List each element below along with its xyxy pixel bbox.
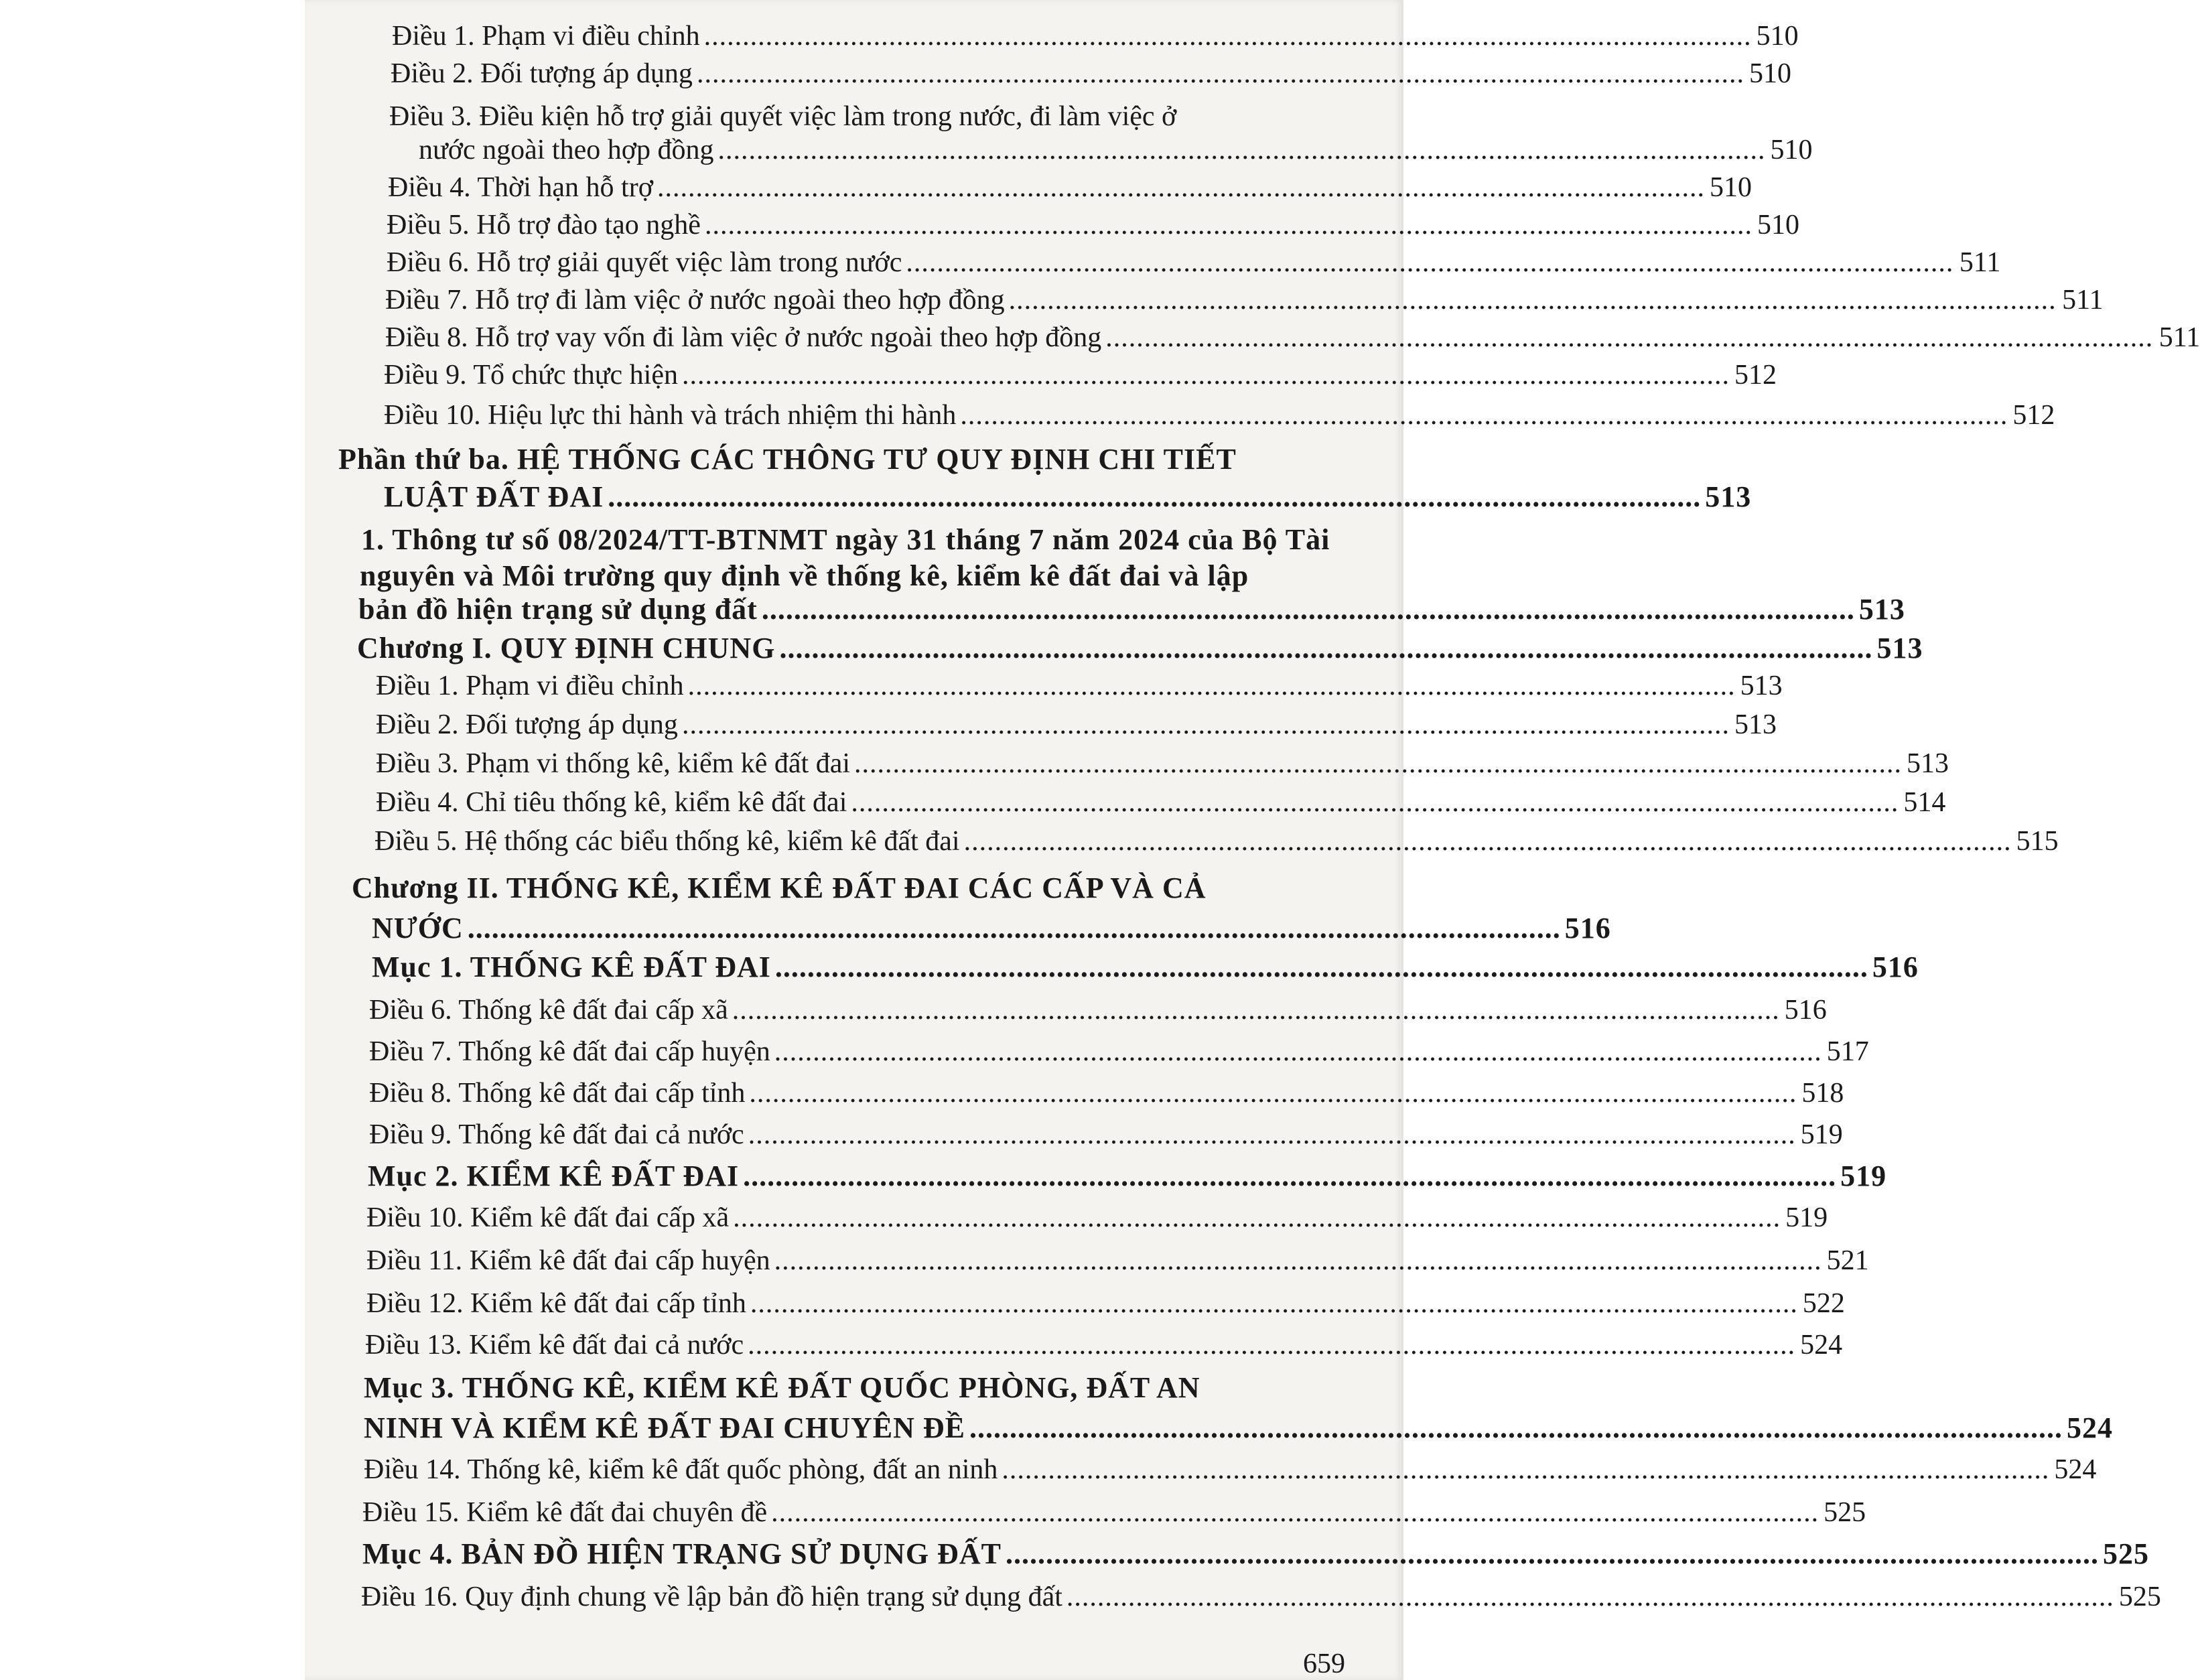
toc-entry <box>392 20 1799 52</box>
toc-entry-page: 511 <box>2062 285 2104 316</box>
toc-entry-page: 525 <box>2118 1582 2161 1612</box>
toc-entry <box>391 58 1791 90</box>
toc-entry-label: Điều 13. Kiểm kê đất đai cả nước <box>365 1330 744 1360</box>
toc-entry-label: Điều 10. Hiệu lực thi hành và trách nhiệm thi hành <box>384 400 957 431</box>
chapter-heading-page: 516 <box>1564 912 1611 944</box>
toc-entry-page: 510 <box>1757 210 1799 240</box>
chapter-heading-page: 513 <box>1876 632 1923 664</box>
toc-entry-page: 524 <box>1800 1330 1843 1360</box>
section-heading-label: Mục 4. BẢN ĐỒ HIỆN TRẠNG SỬ DỤNG ĐẤT <box>362 1537 1002 1570</box>
toc-entry-label: Điều 2. Đối tượng áp dụng <box>391 58 693 89</box>
toc-entry <box>384 359 1777 391</box>
leader-dots: ........................................................................................................................................ <box>851 787 1899 818</box>
toc-entry-label: Điều 4. Thời hạn hỗ trợ <box>388 172 653 203</box>
toc-entry <box>384 399 2055 431</box>
toc-entry-label: Điều 7. Thống kê đất đai cấp huyện <box>369 1036 770 1067</box>
chapter-heading-label: NƯỚC <box>372 912 464 944</box>
toc-entry <box>365 1329 1843 1361</box>
toc-entry-page: 510 <box>1756 21 1799 52</box>
circular-title-line1: 1. Thông tư số 08/2024/TT-BTNMT ngày 31 tháng 7 năm 2024 của Bộ Tài <box>361 523 1330 556</box>
leader-dots: ........................................................................................................................................ <box>687 671 1736 701</box>
leader-dots: ........................................................................................................................................ <box>748 1119 1796 1150</box>
toc-entry <box>369 1036 1869 1068</box>
toc-entry-page: 522 <box>1802 1288 1845 1319</box>
part-heading-line1: Phần thứ ba. HỆ THỐNG CÁC THÔNG TƯ QUY ĐỊNH CHI TIẾT <box>338 443 1237 476</box>
toc-entry <box>364 1454 2097 1486</box>
toc-entry-page: 510 <box>1770 135 1813 165</box>
toc-entry-page: 519 <box>1785 1202 1828 1233</box>
toc-entry-label: Điều 5. Hỗ trợ đào tạo nghề <box>387 210 701 240</box>
toc-entry-page: 512 <box>1734 360 1777 391</box>
section-heading <box>362 1537 2149 1570</box>
section-heading-page: 516 <box>1872 951 1919 983</box>
leader-dots: ........................................................................................................................................ <box>696 58 1744 89</box>
leader-dots: ........................................................................................................................................ <box>1002 1454 2050 1485</box>
chapter-heading-line1: Chương II. THỐNG KÊ, KIỂM KÊ ĐẤT ĐAI CÁC CẤP VÀ CẢ <box>352 871 1207 904</box>
toc-entry-label: Điều 5. Hệ thống các biểu thống kê, kiểm kê đất đai <box>374 826 960 857</box>
toc-entry <box>385 284 2104 316</box>
toc-entry-label: Điều 3. Phạm vi thống kê, kiểm kê đất đai <box>376 748 851 779</box>
leader-dots: ........................................................................................................................................ <box>743 1160 1837 1192</box>
leader-dots: ........................................................................................................................................ <box>681 709 1730 740</box>
toc-entry-page: 524 <box>2054 1454 2097 1485</box>
toc-entry-label: Điều 12. Kiểm kê đất đai cấp tỉnh <box>366 1288 746 1319</box>
toc-entry <box>376 709 1777 741</box>
leader-dots: ........................................................................................................................................ <box>1066 1582 2114 1612</box>
toc-entry <box>419 134 1813 166</box>
leader-dots: ........................................................................................................................................ <box>1005 1537 2099 1570</box>
circular-title-label: bản đồ hiện trạng sử dụng đất <box>358 593 758 626</box>
toc-entry-page: 516 <box>1784 995 1827 1026</box>
leader-dots: ........................................................................................................................................ <box>963 826 2012 857</box>
section-heading <box>372 951 1919 983</box>
toc-entry <box>366 1245 1869 1277</box>
leader-dots: ........................................................................................................................................ <box>750 1288 1798 1319</box>
leader-dots: ........................................................................................................................................ <box>704 210 1752 240</box>
toc-entry <box>374 825 2059 857</box>
section-heading-label: NINH VÀ KIỂM KÊ ĐẤT ĐAI CHUYÊN ĐỀ <box>364 1411 966 1444</box>
toc-entry-label: Điều 16. Quy định chung về lập bản đồ hiện trạng sử dụng đất <box>361 1582 1062 1612</box>
leader-dots: ........................................................................................................................................ <box>733 1202 1781 1233</box>
leader-dots: ........................................................................................................................................ <box>1008 285 2057 316</box>
toc-entry-page: 513 <box>1734 709 1777 740</box>
toc-entry-label: Điều 9. Thống kê đất đai cả nước <box>369 1119 744 1150</box>
leader-dots: ........................................................................................................................................ <box>703 21 1752 52</box>
toc-entry <box>366 1202 1828 1234</box>
leader-dots: ........................................................................................................................................ <box>717 135 1766 165</box>
section-heading-page: 519 <box>1840 1160 1887 1192</box>
toc-entry-label: Điều 7. Hỗ trợ đi làm việc ở nước ngoài theo hợp đồng <box>385 285 1005 316</box>
leader-dots: ........................................................................................................................................ <box>774 1245 1822 1276</box>
section-heading-label: Mục 2. KIỂM KÊ ĐẤT ĐAI <box>368 1160 740 1192</box>
part-heading-label: LUẬT ĐẤT ĐAI <box>384 480 604 513</box>
toc-entry <box>376 748 1949 780</box>
toc-entry-label: Điều 8. Thống kê đất đai cấp tỉnh <box>369 1078 746 1109</box>
leader-dots: ........................................................................................................................................ <box>732 995 1780 1026</box>
toc-entry <box>376 670 1783 702</box>
leader-dots: ........................................................................................................................................ <box>906 247 1954 278</box>
leader-dots: ........................................................................................................................................ <box>779 632 1873 664</box>
section-heading-page: 524 <box>2067 1411 2114 1444</box>
toc-entry-page: 513 <box>1907 748 1949 779</box>
leader-dots: ........................................................................................................................................ <box>748 1330 1796 1360</box>
leader-dots: ........................................................................................................................................ <box>467 912 1561 944</box>
chapter-heading <box>372 912 1611 944</box>
toc-entry-page: 510 <box>1748 58 1791 89</box>
toc-entry-page: 517 <box>1826 1036 1869 1067</box>
toc-entry-label-line1: Điều 3. Điều kiện hỗ trợ giải quyết việc làm trong nước, đi làm việc ở <box>389 101 1177 132</box>
toc-entry <box>387 247 2001 279</box>
leader-dots: ........................................................................................................................................ <box>960 400 2008 431</box>
leader-dots: ........................................................................................................................................ <box>749 1078 1797 1109</box>
leader-dots: ........................................................................................................................................ <box>771 1497 1819 1528</box>
toc-entry-label: Điều 2. Đối tượng áp dụng <box>376 709 678 740</box>
leader-dots: ........................................................................................................................................ <box>774 951 1868 983</box>
toc-entry-label: Điều 14. Thống kê, kiểm kê đất quốc phòng, đất an ninh <box>364 1454 998 1485</box>
toc-entry-label: Điều 9. Tổ chức thực hiện <box>384 360 678 391</box>
toc-entry-page: 514 <box>1903 787 1946 818</box>
toc-entry <box>361 1581 2161 1613</box>
toc-entry-page: 519 <box>1800 1119 1843 1150</box>
toc-entry-label: Điều 10. Kiểm kê đất đai cấp xã <box>366 1202 730 1233</box>
toc-entry <box>362 1496 1866 1529</box>
leader-dots: ........................................................................................................................................ <box>761 593 1855 626</box>
toc-entry-page: 525 <box>1824 1497 1866 1528</box>
chapter-heading <box>357 632 1923 664</box>
toc-entry <box>369 1119 1843 1151</box>
toc-entry-label: Điều 6. Thống kê đất đai cấp xã <box>369 995 728 1026</box>
circular-title-page: 513 <box>1858 593 1905 626</box>
leader-dots: ........................................................................................................................................ <box>608 480 1702 513</box>
toc-entry-page: 515 <box>2016 826 2059 857</box>
toc-entry <box>387 209 1799 241</box>
toc-entry-page: 521 <box>1826 1245 1869 1276</box>
book-page <box>305 0 2200 1680</box>
toc-entry-page: 511 <box>1959 247 2001 278</box>
chapter-heading-label: Chương I. QUY ĐỊNH CHUNG <box>357 632 776 664</box>
toc-entry <box>376 786 1946 819</box>
toc-entry-label: Điều 11. Kiểm kê đất đai cấp huyện <box>366 1245 770 1276</box>
toc-entry-page: 510 <box>1709 172 1752 203</box>
toc-entry-page: 513 <box>1740 671 1783 701</box>
toc-entry <box>369 994 1827 1026</box>
toc-entry-page: 512 <box>2012 400 2055 431</box>
leader-dots: ........................................................................................................................................ <box>854 748 1903 779</box>
toc-entry-page: 518 <box>1801 1078 1844 1109</box>
leader-dots: ........................................................................................................................................ <box>774 1036 1822 1067</box>
toc-entry <box>388 171 1752 204</box>
leader-dots: ........................................................................................................................................ <box>681 360 1730 391</box>
circular-title <box>358 593 1905 626</box>
part-heading-page: 513 <box>1705 480 1752 513</box>
section-heading-page: 525 <box>2102 1537 2149 1570</box>
toc-entry <box>369 1077 1844 1109</box>
section-heading <box>364 1411 2114 1444</box>
section-heading <box>368 1160 1887 1192</box>
leader-dots: ........................................................................................................................................ <box>657 172 1705 203</box>
toc-entry <box>385 322 2200 354</box>
circular-title-line2: nguyên và Môi trường quy định về thống kê, kiểm kê đất đai và lập <box>360 559 1249 592</box>
leader-dots: ........................................................................................................................................ <box>1105 322 2154 353</box>
toc-entry-label: Điều 4. Chỉ tiêu thống kê, kiểm kê đất đai <box>376 787 847 818</box>
toc-entry-label: Điều 8. Hỗ trợ vay vốn đi làm việc ở nước ngoài theo hợp đồng <box>385 322 1102 353</box>
toc-entry-label: nước ngoài theo hợp đồng <box>419 135 714 165</box>
page-number: 659 <box>1303 1649 1345 1679</box>
section-heading-label: Mục 1. THỐNG KÊ ĐẤT ĐAI <box>372 951 771 983</box>
toc-entry-label: Điều 15. Kiểm kê đất đai chuyên đề <box>362 1497 768 1528</box>
toc-entry <box>366 1287 1845 1320</box>
leader-dots: ........................................................................................................................................ <box>969 1411 2063 1444</box>
toc-entry-label: Điều 1. Phạm vi điều chỉnh <box>392 21 700 52</box>
toc-entry-label: Điều 1. Phạm vi điều chỉnh <box>376 671 684 701</box>
part-heading <box>384 480 1752 513</box>
section-heading-line1: Mục 3. THỐNG KÊ, KIỂM KÊ ĐẤT QUỐC PHÒNG, ĐẤT AN <box>364 1371 1200 1404</box>
toc-entry-label: Điều 6. Hỗ trợ giải quyết việc làm trong nước <box>387 247 902 278</box>
toc-entry-page: 511 <box>2158 322 2200 353</box>
